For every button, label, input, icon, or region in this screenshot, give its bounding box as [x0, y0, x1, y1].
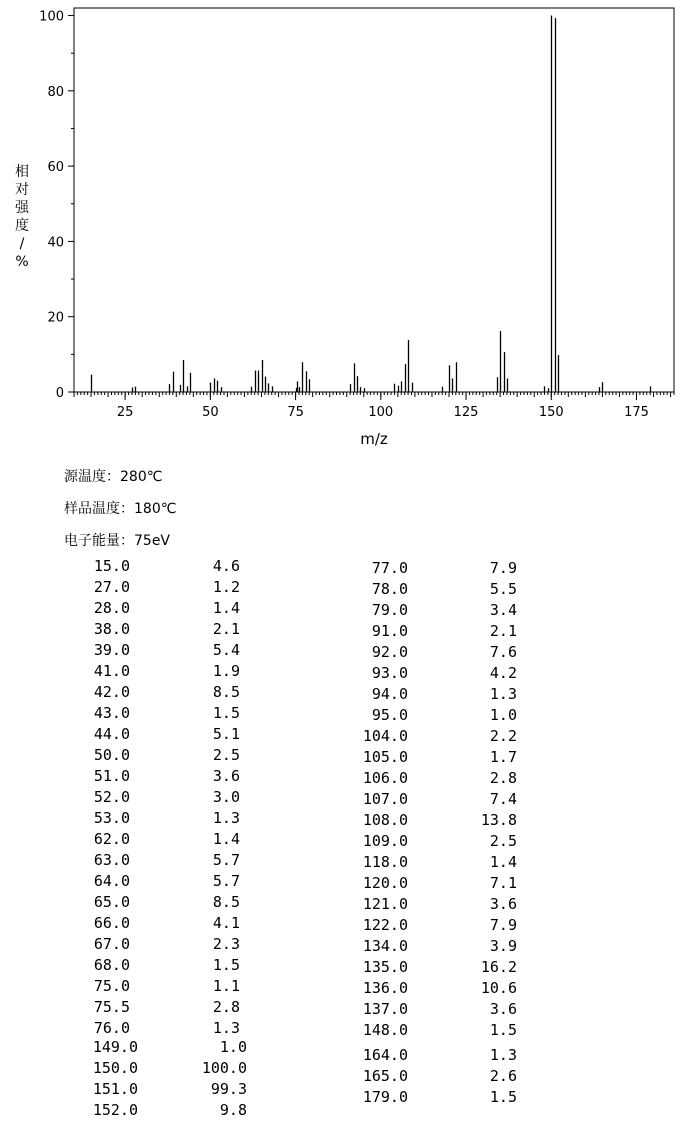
intensity-value: 1.4: [212, 830, 240, 848]
intensity-value: 1.0: [219, 1038, 247, 1056]
intensity-value: 3.6: [212, 767, 240, 785]
intensity-value: 1.1: [212, 977, 240, 995]
intensity-value: 3.4: [489, 601, 517, 619]
mz-value: 41.0: [93, 662, 130, 680]
y-tick-label: 0: [55, 386, 64, 401]
intensity-value: 7.9: [489, 916, 517, 934]
mz-value: 108.0: [362, 811, 408, 829]
x-tick-label: 125: [453, 405, 479, 420]
mz-value: 136.0: [362, 979, 408, 997]
intensity-value: 1.5: [489, 1021, 517, 1039]
intensity-value: 3.6: [489, 1000, 517, 1018]
intensity-value: 1.4: [212, 599, 240, 617]
sample-temperature: 样品温度：180℃: [64, 501, 177, 517]
intensity-value: 13.8: [480, 811, 517, 829]
mz-value: 107.0: [362, 790, 408, 808]
mz-value: 121.0: [362, 895, 408, 913]
intensity-value: 8.5: [212, 683, 240, 701]
y-axis-ticks: [39, 10, 74, 401]
intensity-value: 2.3: [212, 935, 240, 953]
mz-value: 106.0: [362, 769, 408, 787]
mz-value: 122.0: [362, 916, 408, 934]
mz-value: 134.0: [362, 937, 408, 955]
mz-value: 38.0: [93, 620, 130, 638]
intensity-value: 1.3: [212, 809, 240, 827]
intensity-value: 4.1: [212, 914, 240, 932]
mz-value: 77.0: [371, 559, 408, 577]
y-tick-label: 40: [47, 235, 64, 251]
source-temperature: 源温度：280℃: [64, 469, 163, 485]
mz-value: 51.0: [93, 767, 130, 785]
mz-value: 120.0: [362, 874, 408, 892]
mz-value: 165.0: [362, 1067, 408, 1085]
intensity-value: 1.7: [489, 748, 517, 766]
y-tick-label: 80: [47, 84, 64, 100]
mz-value: 28.0: [93, 599, 130, 617]
mz-value: 15.0: [93, 557, 130, 575]
mz-value: 148.0: [362, 1021, 408, 1039]
intensity-value: 3.6: [489, 895, 517, 913]
x-tick-label: 175: [624, 405, 649, 420]
mz-value: 105.0: [362, 748, 408, 766]
intensity-value: 5.7: [212, 851, 240, 869]
mass-spectrum-chart: [0, 0, 680, 460]
mz-value: 92.0: [371, 643, 408, 661]
mz-value: 27.0: [93, 578, 130, 596]
intensity-value: 2.1: [489, 622, 517, 640]
intensity-value: 7.4: [489, 790, 517, 808]
mz-value: 52.0: [93, 788, 130, 806]
mz-value: 76.0: [93, 1019, 130, 1037]
y-tick-label: 100: [39, 9, 64, 25]
intensity-value: 2.2: [489, 727, 517, 745]
intensity-value: 2.1: [212, 620, 240, 638]
x-minor-ticks: [74, 392, 674, 397]
intensity-value: 2.5: [212, 746, 240, 764]
intensity-value: 1.0: [489, 706, 517, 724]
x-tick-label: 150: [538, 405, 564, 420]
mz-value: 42.0: [93, 683, 130, 701]
x-tick-label: 100: [368, 405, 394, 420]
mz-value: 68.0: [93, 956, 130, 974]
intensity-value: 100.0: [201, 1059, 247, 1077]
intensity-value: 5.5: [489, 580, 517, 598]
intensity-value: 4.6: [212, 557, 240, 575]
mz-value: 63.0: [93, 851, 130, 869]
intensity-value: 8.5: [212, 893, 240, 911]
intensity-value: 2.6: [489, 1067, 517, 1085]
mz-value: 137.0: [362, 1000, 408, 1018]
intensity-value: 1.4: [489, 853, 517, 871]
y-tick-label: 60: [47, 160, 64, 176]
intensity-value: 1.3: [489, 685, 517, 703]
x-tick-label: 25: [116, 405, 134, 420]
mz-value: 179.0: [362, 1088, 408, 1106]
mz-value: 75.5: [93, 998, 130, 1016]
electron-energy: 电子能量：75eV: [64, 533, 171, 549]
intensity-value: 2.8: [489, 769, 517, 787]
intensity-value: 3.9: [489, 937, 517, 955]
x-tick-label: 50: [202, 405, 219, 420]
intensity-value: 16.2: [480, 958, 517, 976]
x-axis-ticks: [117, 392, 649, 420]
mz-value: 151.0: [92, 1080, 138, 1098]
intensity-value: 2.8: [212, 998, 240, 1016]
mz-value: 118.0: [362, 853, 408, 871]
intensity-value: 2.5: [489, 832, 517, 850]
y-axis-title: 相对强度/ %: [15, 164, 29, 270]
mz-value: 94.0: [371, 685, 408, 703]
intensity-value: 3.0: [212, 788, 240, 806]
mz-value: 65.0: [93, 893, 130, 911]
mz-value: 93.0: [371, 664, 408, 682]
mz-value: 135.0: [362, 958, 408, 976]
mz-value: 53.0: [93, 809, 130, 827]
intensity-value: 1.2: [212, 578, 240, 596]
intensity-value: 1.9: [212, 662, 240, 680]
intensity-value: 99.3: [210, 1080, 247, 1098]
x-tick-label: 75: [287, 405, 304, 420]
mz-value: 79.0: [371, 601, 408, 619]
intensity-value: 7.9: [489, 559, 517, 577]
mz-value: 164.0: [362, 1046, 408, 1064]
mz-value: 44.0: [93, 725, 130, 743]
mz-value: 66.0: [93, 914, 130, 932]
intensity-value: 4.2: [489, 664, 517, 682]
intensity-value: 1.5: [489, 1088, 517, 1106]
mz-value: 67.0: [93, 935, 130, 953]
mz-value: 95.0: [371, 706, 408, 724]
mz-value: 152.0: [92, 1101, 138, 1119]
intensity-value: 7.1: [489, 874, 517, 892]
mz-value: 64.0: [93, 872, 130, 890]
mz-value: 62.0: [93, 830, 130, 848]
x-axis-title: m/z: [360, 430, 388, 448]
intensity-value: 1.5: [212, 704, 240, 722]
mz-value: 39.0: [93, 641, 130, 659]
mz-value: 150.0: [92, 1059, 138, 1077]
mz-value: 43.0: [93, 704, 130, 722]
mz-value: 78.0: [371, 580, 408, 598]
intensity-value: 1.3: [212, 1019, 240, 1037]
mz-value: 109.0: [362, 832, 408, 850]
mz-value: 104.0: [362, 727, 408, 745]
intensity-value: 7.6: [489, 643, 517, 661]
intensity-value: 9.8: [219, 1101, 247, 1119]
y-tick-label: 20: [47, 310, 64, 326]
intensity-value: 1.3: [489, 1046, 517, 1064]
plot-frame: [74, 8, 674, 392]
intensity-value: 5.4: [212, 641, 240, 659]
intensity-value: 5.7: [212, 872, 240, 890]
spectrum-peaks: [92, 16, 651, 392]
mz-value: 75.0: [93, 977, 130, 995]
intensity-value: 5.1: [212, 725, 240, 743]
mz-value: 149.0: [92, 1038, 138, 1056]
intensity-value: 10.6: [480, 979, 517, 997]
mz-value: 50.0: [93, 746, 130, 764]
intensity-value: 1.5: [212, 956, 240, 974]
mz-value: 91.0: [371, 622, 408, 640]
